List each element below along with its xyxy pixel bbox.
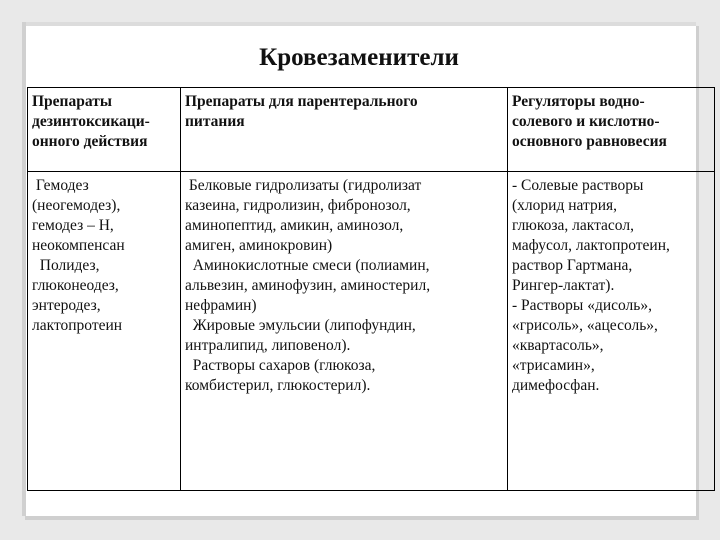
slide-title: Кровезаменители — [259, 44, 459, 71]
header-line: солевого и кислотно- — [512, 113, 660, 130]
text-line: (неогемодез), — [32, 197, 121, 214]
header-line: Регуляторы водно- — [512, 93, 645, 110]
body-cell-regulators — [508, 172, 715, 491]
text-line: Рингер-лактат). — [512, 277, 615, 294]
text-line: лактопротеин — [32, 317, 123, 334]
header-line: основного равновесия — [512, 133, 667, 150]
text-line: Жировые эмульсии (липофундин, — [185, 317, 416, 334]
blood-substitutes-table — [27, 87, 715, 491]
body-cell-detox — [28, 172, 181, 491]
text-line: димефосфан. — [512, 377, 600, 394]
text-line: аминопептид, амикин, аминозол, — [185, 217, 404, 234]
text-line: нефрамин) — [185, 297, 257, 314]
text-line: раствор Гартмана, — [512, 257, 633, 274]
text-line: неокомпенсан — [32, 237, 125, 254]
table-header-row — [28, 88, 715, 172]
text-line: глюконеодез, — [32, 277, 119, 294]
text-line: (хлорид натрия, — [512, 197, 617, 214]
text-line: Белковые гидролизаты (гидролизат — [185, 177, 422, 194]
body-cell-parenteral — [181, 172, 508, 491]
text-line: глюкоза, лактасол, — [512, 217, 634, 234]
slide-top-border — [22, 22, 696, 26]
table-body-row — [28, 172, 715, 491]
text-line: «квартасоль», — [512, 337, 604, 354]
slide — [22, 22, 696, 516]
header-cell-regulators — [508, 88, 715, 172]
header-line: Препараты — [32, 93, 112, 110]
text-line: казеина, гидролизин, фибронозол, — [185, 197, 411, 214]
text-line: мафусол, лактопротеин, — [512, 237, 670, 254]
text-line: - Солевые растворы — [512, 177, 644, 194]
header-line: дезинтоксикаци- — [32, 113, 150, 130]
header-line: Препараты для парентерального — [185, 93, 418, 110]
slide-left-border — [22, 22, 26, 516]
text-line: гемодез – Н, — [32, 217, 114, 234]
header-cell-detox — [28, 88, 181, 172]
text-line: амиген, аминокровин) — [185, 237, 333, 254]
text-line: «трисамин», — [512, 357, 595, 374]
header-line: онного действия — [32, 133, 148, 150]
text-line: энтеродез, — [32, 297, 101, 314]
text-line: - Растворы «дисоль», — [512, 297, 652, 314]
header-line: питания — [185, 113, 245, 130]
text-line: интралипид, липовенол). — [185, 337, 351, 354]
text-line: Растворы сахаров (глюкоза, — [185, 357, 376, 374]
text-line: Полидез, — [32, 257, 100, 274]
text-line: Гемодез — [32, 177, 89, 194]
text-line: «грисоль», «ацесоль», — [512, 317, 658, 334]
text-line: альвезин, аминофузин, аминостерил, — [185, 277, 431, 294]
text-line: Аминокислотные смеси (полиамин, — [185, 257, 430, 274]
text-line: комбистерил, глюкостерил). — [185, 377, 371, 394]
header-cell-parenteral — [181, 88, 508, 172]
